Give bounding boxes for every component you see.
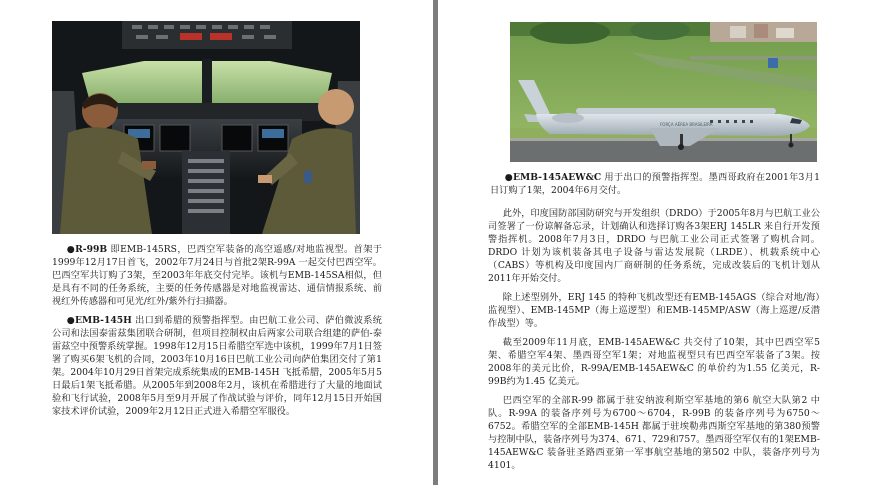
left-page: [0, 0, 433, 485]
deliveries-paragraph: 截至2009年11月底，EMB-145AEW&C 共交付了10架，其中巴西空军5架、希腊空军4架、墨西哥空军1架；对地监视型只有巴西空军装备了3架。按2008年的美元比价，R-99A/EMB-145AEW&C 的单价约为1.55 亿美元，R-99B约为1.45 亿美元。: [488, 337, 820, 387]
r99b-paragraph: [52, 243, 382, 308]
emb145h-paragraph: [52, 314, 382, 418]
r99b-text: 即EMB-145RS，巴西空军装备的高空遥感/对地监视型。首架于1999年12月17日首飞，2002年7月24日与首批2架R-99A 一起交付巴西空军。巴西空军共订购了3架，至2003年年底交付完毕。该机与EMB-145SA相似，但是具有不同的任务系统，主要的任务传感器是对地监视雷达、通信情报系统、前视红外传感器和可见光/红外/紫外行扫描器。: [52, 244, 382, 307]
units-paragraph: 巴西空军的全部R-99 都属于驻安纳波利斯空军基地的第6 航空大队第2 中队。R-99A 的装备序列号为6700～6704，R-99B 的装备序列号为6750～6752。希腊空军的全部EMB-145H 都属于驻埃勒弗西斯空军基地的第380预警与控制中队，装备序列号为374、671、729和757。墨西哥空军仅有的1架EMB-145AEW&C 装备驻圣路西亚第一军事航空基地的第502 中队，装备序列号为4101。: [488, 395, 820, 471]
cockpit-illustration: [52, 21, 360, 234]
india-drdo-paragraph: 此外，印度国防部国防研究与开发组织（DRDO）于2005年8月与巴航工业公司签署了一份谅解备忘录，计划确认和选择订购各3架ERJ 145LR 来自行开发预警指挥机。2008年7月3日，DRDO 与巴航工业公司正式签署了购机合同。DRDO 计划为该机装备其电子设备与雷达发展院（LRDE）、机载系统中心（CABS）等机构及印度国内厂商研制的任务系统，完成改装后的飞机计划从2011年开始交付。: [488, 208, 820, 284]
emb145h-text: 出口到希腊的预警指挥型。由巴航工业公司、萨伯微波系统公司和法国泰雷兹集团联合研制，但项目控制权由后两家公司联合组建的萨伯-泰雷兹空中预警系统掌握。1998年12月15日希腊空军选中该机，1999年7月1日签署了购买6架飞机的合同，2003年10月16日巴航工业公司向萨伯集团交付了第1架。2004年10月29日首架完成系统集成的EMB-145H 飞抵希腊，2005年5月5日最后1架飞抵希腊。从2005年到2008年2月，该机在希腊进行了大量的地面试验和飞行试验，2008年5月至9月开展了作战试验与评价，同年12月15日开始国家技术评价试验，2009年2月12日正式进入希腊空军服役。: [52, 315, 382, 417]
emb145aewc-text: 用于出口的预警指挥型。墨西哥政府在2001年3月1日订购了1架，2004年6月交付。: [490, 172, 820, 196]
emb145h-lead: ●EMB-145H: [66, 315, 132, 326]
r99b-lead: ●R-99B: [66, 244, 108, 255]
cockpit-photo: [52, 21, 360, 234]
other-variants-paragraph: 除上述型别外，ERJ 145 的特种飞机改型还有EMB-145AGS（综合对地/海）监视型）、EMB-145MP（海上巡逻型）和EMB-145MP/ASW（海上巡逻/反潜作战型）等。: [488, 292, 820, 329]
emb145aewc-lead: ●EMB-145AEW&C: [504, 172, 602, 183]
emb145aewc-paragraph: [490, 171, 820, 197]
fuselage-marking: FORÇA AÉREA BRASILEIRA: [660, 122, 713, 127]
aircraft-illustration: [510, 22, 817, 162]
right-page: [438, 0, 869, 485]
aircraft-photo: [510, 22, 817, 162]
